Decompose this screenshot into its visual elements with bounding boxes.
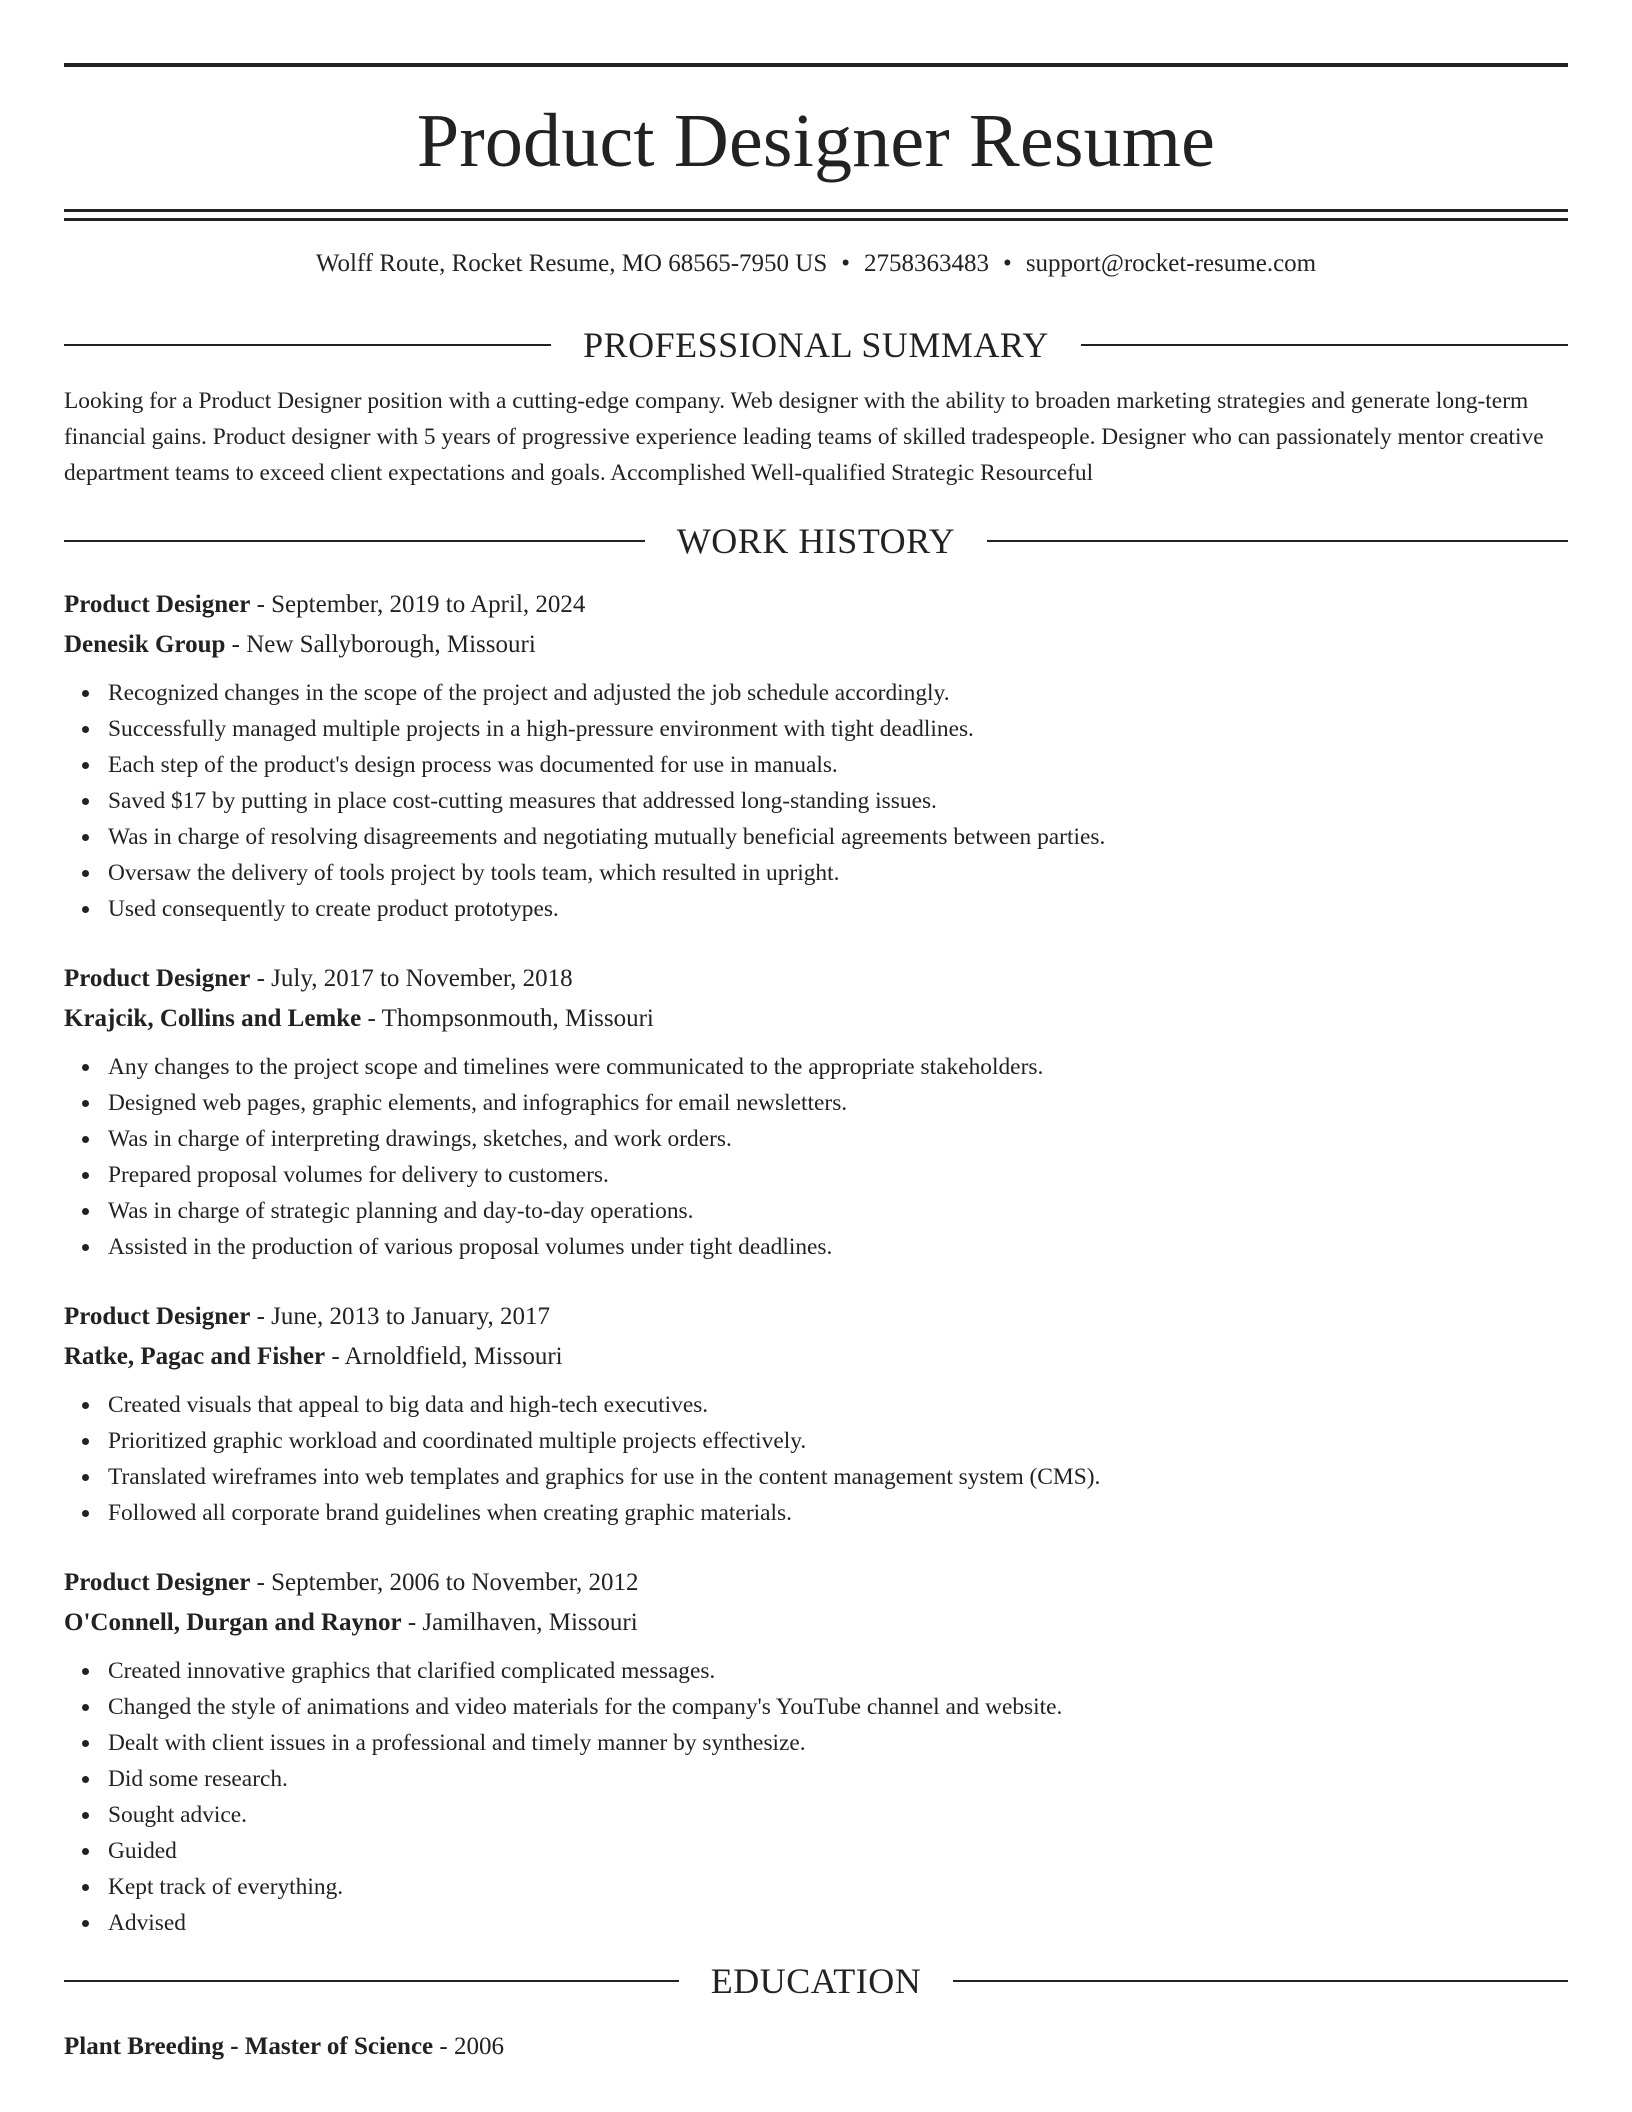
job-bullet: Was in charge of strategic planning and day-to-day operations. <box>108 1193 1568 1229</box>
job-title-line <box>64 1297 1568 1337</box>
job-bullet: Sought advice. <box>108 1797 1568 1833</box>
heading-rule-right <box>987 540 1568 542</box>
job-bullet: Advised <box>108 1905 1568 1941</box>
job-entry <box>64 959 1568 1265</box>
job-title-line <box>64 1563 1568 1603</box>
job-bullet-list <box>64 1653 1568 1941</box>
job-bullet: Saved $17 by putting in place cost-cutting measures that addressed long-standing issues. <box>108 783 1568 819</box>
job-bullet: Created innovative graphics that clarified complicated messages. <box>108 1653 1568 1689</box>
job-bullet: Translated wireframes into web templates and graphics for use in the content management system (CMS). <box>108 1459 1568 1495</box>
job-bullet: Followed all corporate brand guidelines when creating graphic materials. <box>108 1495 1568 1531</box>
job-bullet: Oversaw the delivery of tools project by tools team, which resulted in upright. <box>108 855 1568 891</box>
job-bullet: Was in charge of interpreting drawings, sketches, and work orders. <box>108 1121 1568 1157</box>
section-heading-work-history <box>64 523 1568 559</box>
professional-summary-text: Looking for a Product Designer position with a cutting-edge company. Web designer with the ability to broaden marketing strategies and generate long-term financial gains. Product designer with 5 years of progressive experience leading teams of skilled tradespeople. Designer who can passionately mentor creative department teams to exceed client expectations and goals. Accomplished Well-qualified Strategic Resourceful <box>64 388 1544 486</box>
heading-rule-right <box>953 1980 1568 1982</box>
job-bullet: Was in charge of resolving disagreements and negotiating mutually beneficial agreements between parties. <box>108 819 1568 855</box>
heading-rule-left <box>64 540 645 542</box>
job-bullet: Guided <box>108 1833 1568 1869</box>
job-title-line <box>64 959 1568 999</box>
job-bullet: Each step of the product's design process was documented for use in manuals. <box>108 747 1568 783</box>
section-title: EDUCATION <box>710 1961 922 2001</box>
contact-separator: • <box>841 250 851 277</box>
job-company: O'Connell, Durgan and Raynor <box>64 1609 402 1636</box>
contact-separator: • <box>1003 250 1012 277</box>
job-bullet-list <box>64 1049 1568 1265</box>
section-heading-summary <box>64 327 1568 363</box>
job-title: Product Designer <box>64 1303 251 1330</box>
job-company-line <box>64 1337 1568 1377</box>
job-bullet: Successfully managed multiple projects in a high-pressure environment with tight deadlines. <box>108 711 1568 747</box>
contact-address: Wolff Route, Rocket Resume, MO 68565-7950 US <box>315 250 828 277</box>
job-bullet: Changed the style of animations and video materials for the company's YouTube channel and website. <box>108 1689 1568 1725</box>
job-bullet: Prioritized graphic workload and coordinated multiple projects effectively. <box>108 1423 1568 1459</box>
job-bullet: Kept track of everything. <box>108 1869 1568 1905</box>
section-heading-education <box>64 1963 1568 1999</box>
job-bullet: Created visuals that appeal to big data and high-tech executives. <box>108 1387 1568 1423</box>
title-double-rule <box>64 209 1568 221</box>
contact-line <box>64 249 1568 279</box>
job-dates: - September, 2006 to November, 2012 <box>250 1569 639 1596</box>
job-bullet-list <box>64 675 1568 927</box>
job-company: Denesik Group <box>64 631 226 658</box>
job-location: - Jamilhaven, Missouri <box>401 1609 638 1636</box>
job-bullet: Prepared proposal volumes for delivery to customers. <box>108 1157 1568 1193</box>
job-bullet: Any changes to the project scope and timelines were communicated to the appropriate stakeholders. <box>108 1049 1568 1085</box>
job-bullet: Dealt with client issues in a professional and timely manner by synthesize. <box>108 1725 1568 1761</box>
job-entry <box>64 1563 1568 1941</box>
job-title: Product Designer <box>64 591 251 618</box>
job-bullet: Did some research. <box>108 1761 1568 1797</box>
education-entry <box>64 2027 1568 2067</box>
job-company-line <box>64 625 1568 665</box>
job-dates: - September, 2019 to April, 2024 <box>250 591 586 618</box>
job-location: - New Sallyborough, Missouri <box>225 631 536 658</box>
job-entry <box>64 1297 1568 1531</box>
job-title: Product Designer <box>64 965 251 992</box>
job-bullet: Used consequently to create product prototypes. <box>108 891 1568 927</box>
job-bullet: Designed web pages, graphic elements, and infographics for email newsletters. <box>108 1085 1568 1121</box>
heading-rule-right <box>1081 344 1568 346</box>
top-rule <box>64 63 1568 67</box>
job-dates: - June, 2013 to January, 2017 <box>250 1303 551 1330</box>
section-title: WORK HISTORY <box>676 521 956 561</box>
heading-rule-left <box>64 344 551 346</box>
education-year: - 2006 <box>433 2033 504 2060</box>
heading-rule-left <box>64 1980 679 1982</box>
job-company: Krajcik, Collins and Lemke <box>64 1005 362 1032</box>
job-bullet: Assisted in the production of various proposal volumes under tight deadlines. <box>108 1229 1568 1265</box>
job-entry <box>64 585 1568 927</box>
job-bullet-list <box>64 1387 1568 1531</box>
education-degree: Plant Breeding - Master of Science <box>64 2033 434 2060</box>
job-company-line <box>64 999 1568 1039</box>
job-title-line <box>64 585 1568 625</box>
job-dates: - July, 2017 to November, 2018 <box>250 965 573 992</box>
job-title: Product Designer <box>64 1569 251 1596</box>
job-bullet: Recognized changes in the scope of the project and adjusted the job schedule accordingly. <box>108 675 1568 711</box>
job-company-line <box>64 1603 1568 1643</box>
page-title: Product Designer Resume <box>416 99 1216 183</box>
section-title: PROFESSIONAL SUMMARY <box>583 325 1049 365</box>
job-location: - Thompsonmouth, Missouri <box>361 1005 654 1032</box>
job-location: - Arnoldfield, Missouri <box>325 1343 563 1370</box>
contact-phone: 2758363483 <box>864 250 990 277</box>
job-company: Ratke, Pagac and Fisher <box>64 1343 326 1370</box>
contact-email: support@rocket-resume.com <box>1025 250 1317 277</box>
